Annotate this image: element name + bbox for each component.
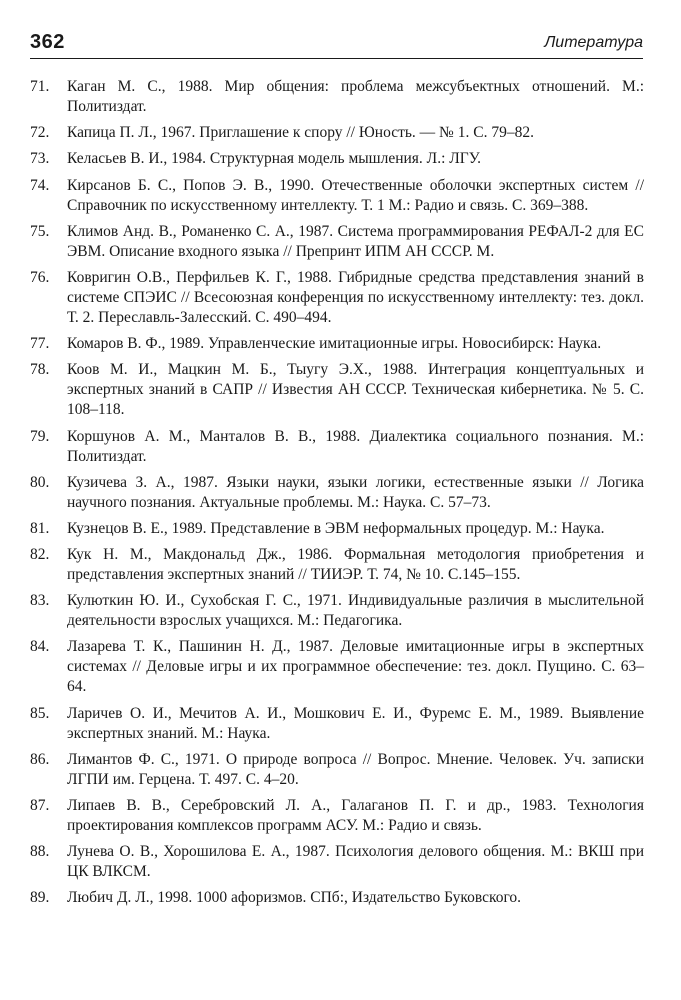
reference-number: 73. xyxy=(30,150,50,168)
reference-number: 72. xyxy=(30,124,50,142)
running-title: Литература xyxy=(544,34,643,51)
reference-item xyxy=(30,123,644,143)
reference-number: 77. xyxy=(30,335,50,353)
reference-text: Кузичева З. А., 1987. Языки науки, языки логики, естественные языки // Логика научного познания. Актуальные проблемы. М.: Наука. С. 57–73. xyxy=(67,473,644,511)
reference-item xyxy=(30,77,644,117)
reference-text: Любич Д. Л., 1998. 1000 афоризмов. СПб:, Издательство Буковского. xyxy=(67,889,522,907)
reference-text: Ларичев О. И., Мечитов А. И., Мошкович Е. И., Фуремс Е. М., 1989. Выявление экспертных знаний. М.: Наука. xyxy=(67,704,644,742)
reference-text: Ковригин О.В., Перфильев К. Г., 1988. Гибридные средства представления знаний в системе СПЭИС // Всесоюзная конференция по искусственному интеллекту: тез. докл. Т. 2. Переславль-Залесский. С. 490–494. xyxy=(67,268,644,326)
reference-text: Климов Анд. В., Романенко С. А., 1987. Система программирования РЕФАЛ-2 для ЕС ЭВМ. Описание входного языка // Препринт ИПМ АН СССР. М. xyxy=(67,222,644,260)
reference-text: Капица П. Л., 1967. Приглашение к спору // Юность. — № 1. С. 79–82. xyxy=(67,124,534,142)
reference-text: Кулюткин Ю. И., Сухобская Г. С., 1971. Индивидуальные различия в мыслительной деятельности взрослых учащихся. М.: Педагогика. xyxy=(67,592,644,630)
reference-number: 83. xyxy=(30,592,50,610)
reference-item xyxy=(30,360,644,420)
reference-item xyxy=(30,268,644,328)
reference-text: Келасьев В. И., 1984. Структурная модель мышления. Л.: ЛГУ. xyxy=(67,150,482,168)
reference-number: 82. xyxy=(30,546,50,564)
reference-number: 76. xyxy=(30,268,50,286)
reference-item xyxy=(30,637,644,697)
reference-number: 88. xyxy=(30,843,50,861)
reference-item xyxy=(30,704,644,744)
reference-list xyxy=(30,77,644,915)
reference-number: 79. xyxy=(30,427,50,445)
reference-text: Комаров В. Ф., 1989. Управленческие имитационные игры. Новосибирск: Наука. xyxy=(67,335,602,353)
reference-item xyxy=(30,427,644,467)
reference-number: 80. xyxy=(30,473,50,491)
reference-item xyxy=(30,176,644,216)
reference-text: Каган М. С., 1988. Мир общения: проблема межсубъектных отношений. М.: Политиздат. xyxy=(67,78,644,115)
reference-text: Лунева О. В., Хорошилова Е. А., 1987. Психология делового общения. М.: ВКШ при ЦК ВЛКСМ. xyxy=(67,843,644,881)
reference-number: 78. xyxy=(30,361,50,379)
reference-item xyxy=(30,842,644,882)
reference-item xyxy=(30,149,644,169)
reference-item xyxy=(30,519,644,539)
reference-text: Кук Н. М., Макдональд Дж., 1986. Формальная методология приобретения и представления экспертных знаний // ТИИЭР. Т. 74, № 10. С.145–155. xyxy=(67,546,644,584)
reference-text: Кузнецов В. Е., 1989. Представление в ЭВМ неформальных процедур. М.: Наука. xyxy=(67,519,605,537)
reference-item xyxy=(30,545,644,585)
reference-number: 85. xyxy=(30,704,50,722)
reference-item xyxy=(30,591,644,631)
reference-number: 71. xyxy=(30,78,50,95)
reference-text: Коршунов А. М., Манталов В. В., 1988. Диалектика социального познания. М.: Политиздат. xyxy=(67,427,644,465)
reference-item xyxy=(30,888,644,908)
reference-text: Коов М. И., Мацкин М. Б., Тыугу Э.Х., 1988. Интеграция концептуальных и экспертных знаний в САПР // Известия АН СССР. Техническая кибернетика. № 5. С. 108–118. xyxy=(67,361,644,419)
reference-item xyxy=(30,473,644,513)
reference-text: Лимантов Ф. С., 1971. О природе вопроса // Вопрос. Мнение. Человек. Уч. записки ЛГПИ им. Герцена. Т. 497. С. 4–20. xyxy=(67,750,644,788)
page-header xyxy=(30,28,643,59)
reference-number: 81. xyxy=(30,519,50,537)
reference-item xyxy=(30,222,644,262)
reference-number: 87. xyxy=(30,797,50,814)
reference-item xyxy=(30,750,644,790)
page-number: 362 xyxy=(30,31,65,53)
reference-number: 84. xyxy=(30,638,50,656)
reference-number: 86. xyxy=(30,750,50,768)
reference-item xyxy=(30,796,644,836)
reference-text: Кирсанов Б. С., Попов Э. В., 1990. Отечественные оболочки экспертных систем // Справочник по искусственному интеллекту. Т. 1 М.: Радио и связь. С. 369–388. xyxy=(67,176,644,214)
reference-item xyxy=(30,334,644,354)
reference-number: 74. xyxy=(30,176,50,194)
reference-number: 75. xyxy=(30,222,50,240)
reference-number: 89. xyxy=(30,889,50,907)
reference-text: Лазарева Т. К., Пашинин Н. Д., 1987. Деловые имитационные игры в экспертных системах // Деловые игры и их программное обеспечение: тез. докл. Пущино. С. 63–64. xyxy=(67,638,644,696)
reference-text: Липаев В. В., Серебровский Л. А., Галаганов П. Г. и др., 1983. Технология проектирования комплексов программ АСУ. М.: Радио и связь. xyxy=(67,797,644,834)
